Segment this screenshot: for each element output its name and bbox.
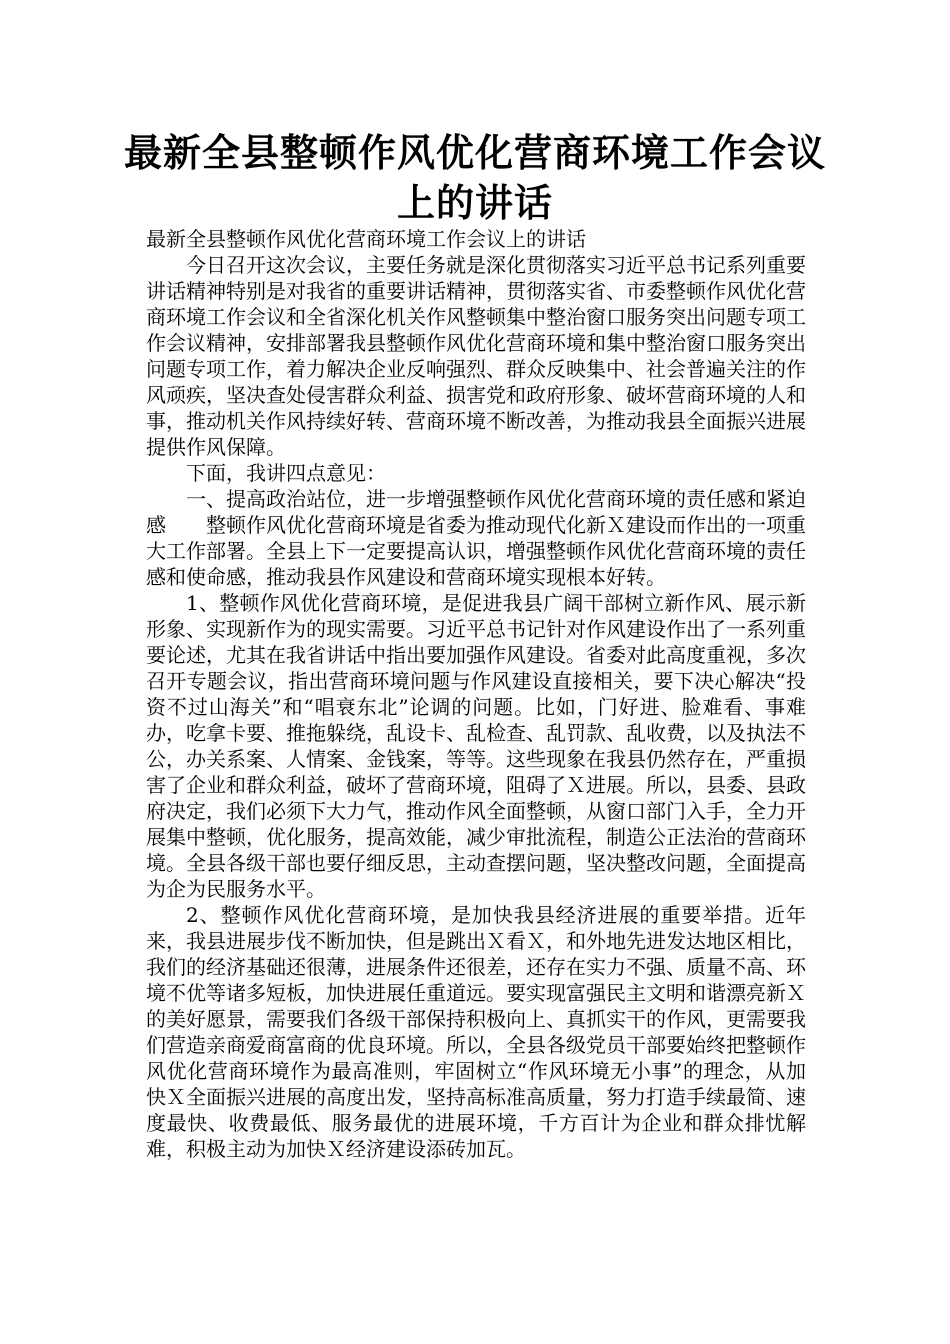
paragraph-point-one: 1、整顿作风优化营商环境，是促进我县广阔干部树立新作风、展示新形象、实现新作为的现实需要。习近平总书记针对作风建设作出了一系列重要论述，尤其在我省讲话中指出要加强作风建设。省委对此高度重视，多次召开专题会议，指出营商环境问题与作风建设直接相关，要下决心解决“投资不过山海关”和“唱衰东北”论调的问题。比如，门好进、脸难看、事难办，吃拿卡要、推拖躲绕，乱设卡、乱检查、乱罚款、乱收费，以及执法不公，办关系案、人情案、金钱案，等等。这些现象在我县仍然存在，严重损害了企业和群众利益，破坏了营商环境，阻碍了Ｘ进展。所以，县委、县政府决定，我们必须下大力气，推动作风全面整顿，从窗口部门入手，全力开展集中整顿，优化服务，提高效能，减少审批流程，制造公正法治的营商环境。全县各级干部也要仔细反思，主动查摆问题，坚决整改问题，全面提高为企为民服务水平。 — [146, 591, 806, 901]
paragraph-four-points: 下面，我讲四点意见： — [186, 461, 386, 485]
paragraph-point-two: 2、整顿作风优化营商环境，是加快我县经济进展的重要举措。近年来，我县进展步伐不断加快，但是跳出Ｘ看Ｘ，和外地先进发达地区相比，我们的经济基础还很薄，进展条件还很差，还存在实力不强、质量不高、环境不优等诸多短板，加快进展任重道远。要实现富强民主文明和谐漂亮新Ｘ的美好愿景，需要我们各级干部保持积极向上、真抓实干的作风，更需要我们营造亲商爱商富商的优良环境。所以，全县各级党员干部要始终把整顿作风优化营商环境作为最高准则，牢固树立“作风环境无小事”的理念，从加快Ｘ全面振兴进展的高度出发，坚持高标准高质量，努力打造手续最简、速度最快、收费最低、服务最优的进展环境，千方百计为企业和群众排忧解难，积极主动为加快Ｘ经济建设添砖加瓦。 — [146, 903, 806, 1161]
document-subtitle: 最新全县整顿作风优化营商环境工作会议上的讲话 — [146, 227, 586, 251]
paragraph-opening: 今日召开这次会议，主要任务就是深化贯彻落实习近平总书记系列重要讲话精神特别是对我省的重要讲话精神，贯彻落实省、市委整顿作风优化营商环境工作会议和全省深化机关作风整顿集中整治窗口服务突出问题专项工作会议精神，安排部署我县整顿作风优化营商环境和集中整治窗口服务突出问题专项工作，着力解决企业反响强烈、群众反映集中、社会普遍关注的作风顽疾，坚决查处侵害群众利益、损害党和政府形象、破坏营商环境的人和事，推动机关作风持续好转、营商环境不断改善，为推动我县全面振兴进展提供作风保障。 — [146, 253, 806, 459]
document-body — [146, 226, 806, 1162]
document-title: 最新全县整顿作风优化营商环境工作会议上的讲话 — [123, 131, 826, 225]
paragraph-section-one: 一、提高政治站位，进一步增强整顿作风优化营商环境的责任感和紧迫感 整顿作风优化营商环境是省委为推动现代化新Ｘ建设而作出的一项重大工作部署。全县上下一定要提高认识，增强整顿作风优化营商环境的责任感和使命感，推动我县作风建设和营商环境实现根本好转。 — [146, 487, 806, 589]
